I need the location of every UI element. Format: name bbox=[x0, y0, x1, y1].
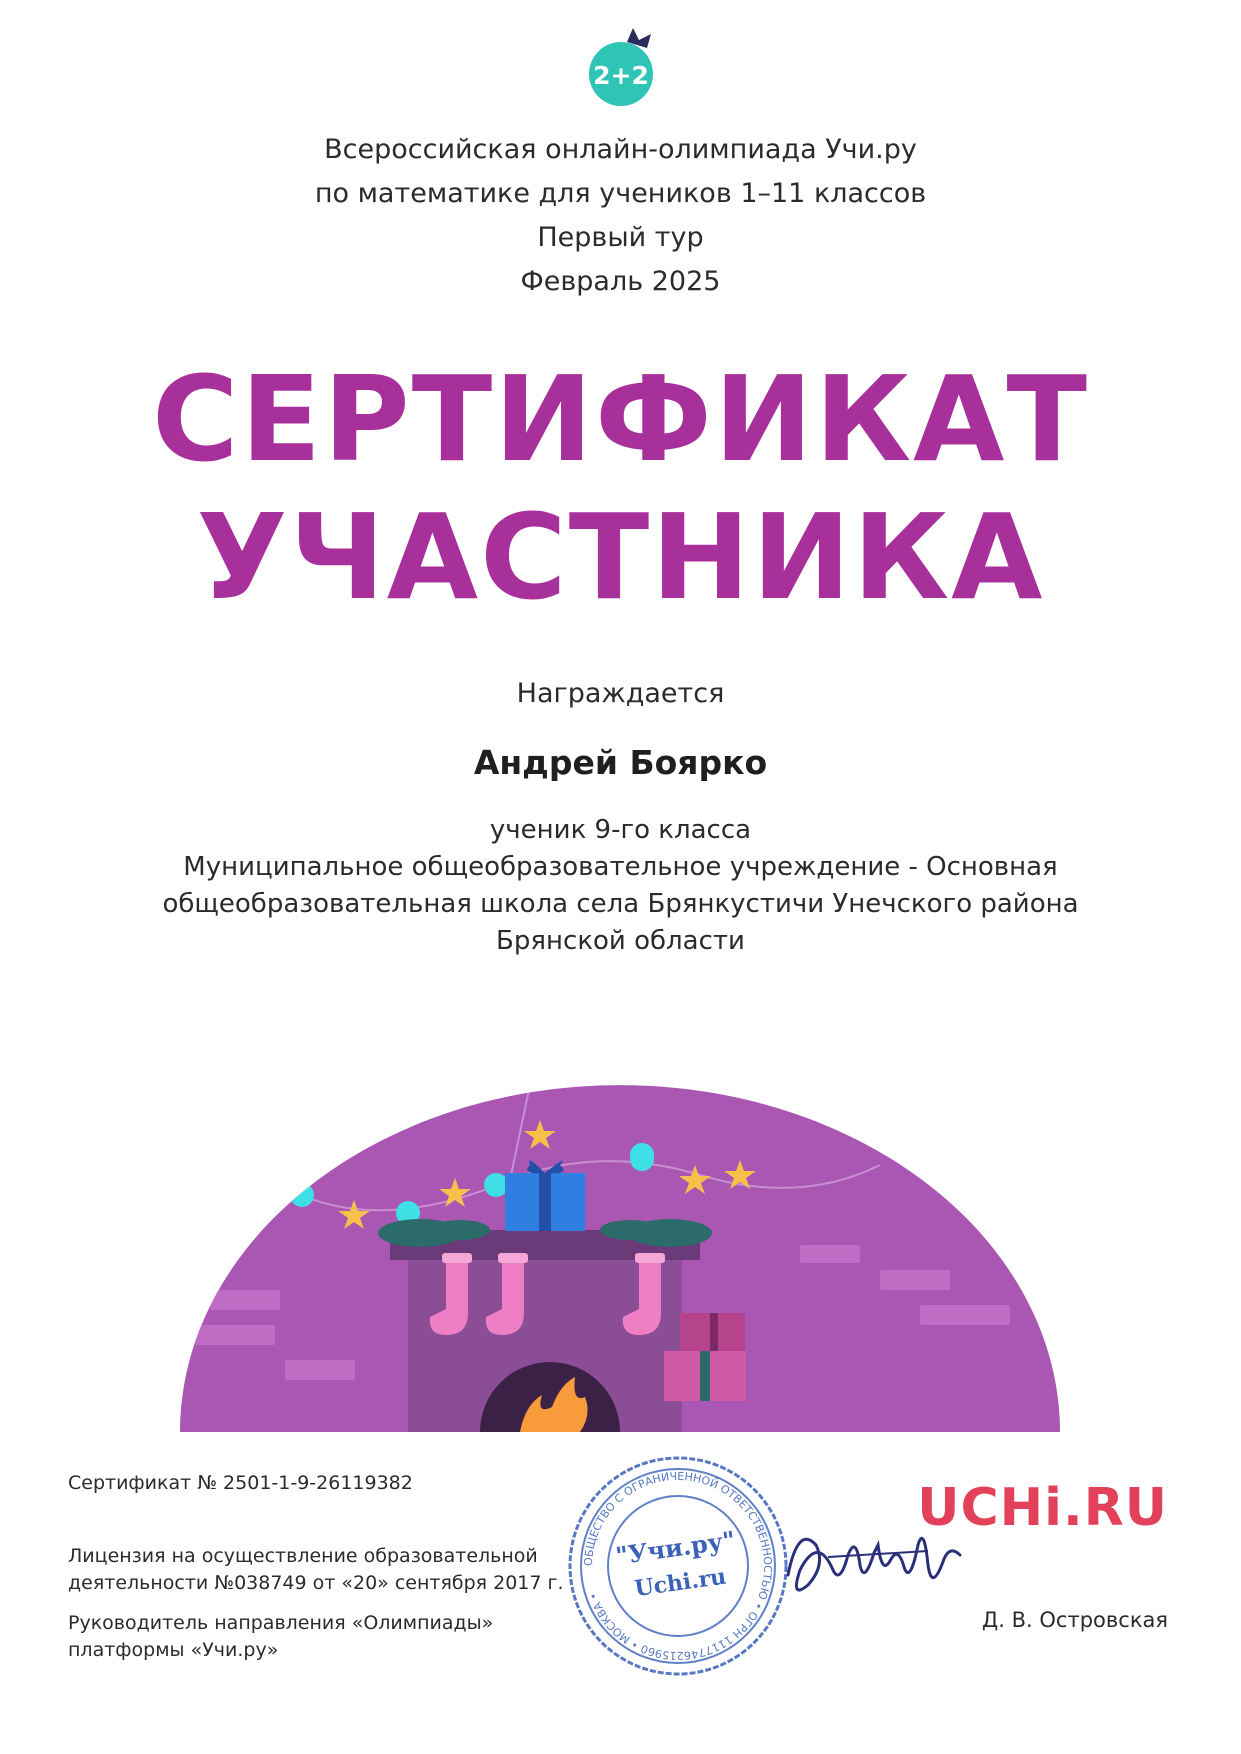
certificate-title-line-2: УЧАСТНИКА bbox=[196, 488, 1045, 626]
director-line-2: платформы «Учи.ру» bbox=[68, 1639, 279, 1661]
stamp-center-line-2: Uchi.ru bbox=[632, 1563, 728, 1603]
svg-text:ОБЩЕСТВО С ОГРАНИЧЕННОЙ ОТВЕТС bbox=[582, 1470, 774, 1662]
brand-logo: UCHi.RU bbox=[917, 1478, 1168, 1538]
license-line-1: Лицензия на осуществление образовательной bbox=[68, 1545, 538, 1567]
awarded-label: Награждается bbox=[516, 678, 725, 709]
license-line-2: деятельности №038749 от «20» сентября 2017 г. bbox=[68, 1572, 564, 1594]
header-line-2: по математике для учеников 1–11 классов bbox=[314, 178, 927, 209]
fireplace-illustration bbox=[180, 1085, 1060, 1432]
header-line-1: Всероссийская онлайн-олимпиада Учи.ру bbox=[324, 134, 917, 165]
license-info bbox=[68, 1543, 564, 1597]
director-line-1: Руководитель направления «Олимпиады» bbox=[68, 1612, 494, 1634]
certificate-number: Сертификат № 2501-1-9-26119382 bbox=[68, 1472, 413, 1494]
certificate-title-line-1: СЕРТИФИКАТ bbox=[152, 350, 1089, 488]
school-line-2: общеобразовательная школа села Брянкустичи Унечского района bbox=[162, 889, 1079, 919]
header-line-4: Февраль 2025 bbox=[520, 266, 721, 297]
olympiad-logo bbox=[587, 28, 661, 110]
participant-info bbox=[0, 812, 1241, 960]
school-line-1: Муниципальное общеобразовательное учреждение - Основная bbox=[183, 852, 1058, 882]
signer-name: Д. В. Островская bbox=[981, 1608, 1168, 1632]
director-title bbox=[68, 1610, 493, 1664]
stamp-outer-text: ОБЩЕСТВО С ОГРАНИЧЕННОЙ ОТВЕТСТВЕННОСТЬЮ • ОГРН 1117746215960 • МОСКВА • bbox=[581, 1469, 775, 1663]
logo-text: 2+2 bbox=[593, 61, 649, 90]
company-stamp bbox=[566, 1450, 790, 1682]
stamp-center-line-1: "Учи.ру" bbox=[613, 1524, 738, 1571]
olympiad-header bbox=[0, 128, 1241, 304]
participant-grade: ученик 9-го класса bbox=[489, 815, 752, 845]
participant-name: Андрей Боярко bbox=[473, 743, 768, 782]
school-line-3: Брянской области bbox=[496, 926, 745, 956]
header-line-3: Первый тур bbox=[537, 222, 704, 253]
